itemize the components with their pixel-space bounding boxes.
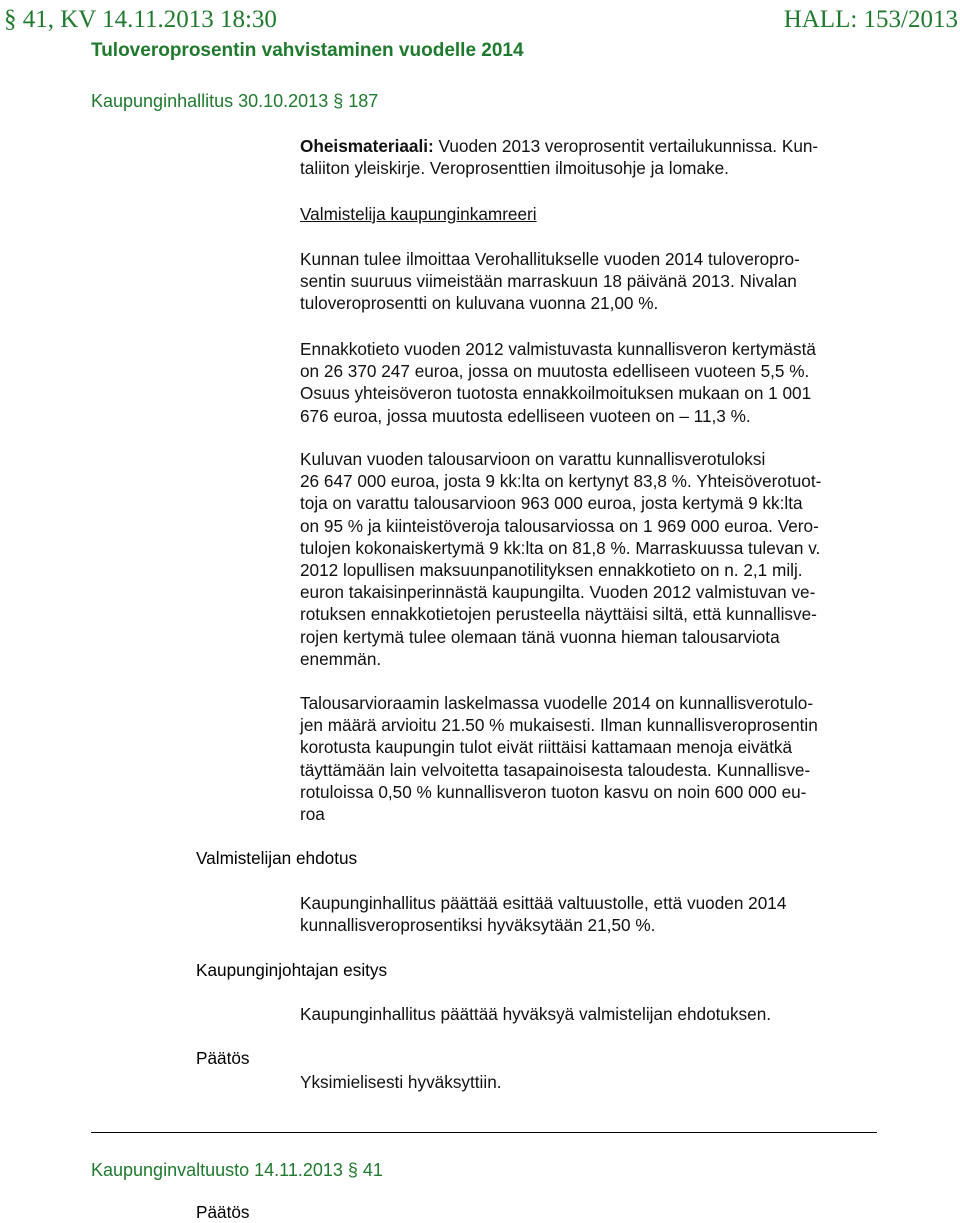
paragraph-3-line: rotuksen ennakkotietojen perusteella näyttäisi siltä, että kunnallisve- [300, 604, 817, 625]
council-meeting-reference: Kaupunginvaltuusto 14.11.2013 § 41 [91, 1160, 383, 1180]
header-document-number: HALL: 153/2013 [783, 6, 958, 33]
paragraph-2 [300, 338, 872, 427]
paragraph-1 [300, 248, 872, 315]
paragraph-3-line: 2012 lopullisen maksuunpanotilityksen ennakkotieto on n. 2,1 milj. [300, 560, 803, 581]
paragraph-4-line: korotusta kaupungin tulot eivät riittäisi kattamaan menoja eivätkä [300, 737, 793, 758]
attachments-line-2: taliiton yleiskirje. Veroprosenttien ilmoitusohje ja lomake. [300, 158, 729, 179]
paragraph-3-line: Kuluvan vuoden talousarvioon on varattu kunnallisverotuloksi [300, 449, 766, 469]
decision-label: Päätös [196, 1048, 250, 1068]
paragraph-3-line: rojen kertymä tulee olemaan tänä vuonna hieman talousarviota [300, 626, 780, 647]
paragraph-2-line: on 26 370 247 euroa, jossa on muutosta edelliseen vuoteen 5,5 %. [300, 361, 810, 382]
attachments-text-1: Vuoden 2013 veroprosentit vertailukunnissa. Kun- [433, 136, 819, 156]
paragraph-1-line: tuloveroprosentti on kuluvana vuonna 21,00 %. [300, 293, 659, 314]
proposal-text [300, 892, 872, 936]
council-decision-label: Päätös [196, 1202, 250, 1222]
paragraph-2-line: Osuus yhteisöveron tuotosta ennakkoilmoituksen mukaan on 1 001 [300, 383, 812, 404]
proposal-label: Valmistelijan ehdotus [196, 848, 358, 868]
paragraph-3-line: enemmän. [300, 648, 382, 669]
paragraph-4-line: Talousarvioraamin laskelmassa vuodelle 2014 on kunnallisverotulo- [300, 693, 814, 713]
paragraph-3-line: euron takaisinperinnästä kaupungilta. Vuoden 2012 valmistuvan ve- [300, 582, 816, 603]
decision-text [300, 1071, 872, 1093]
paragraph-4-line: täyttämään lain velvoitetta tasapainoisesta taloudesta. Kunnallisve- [300, 759, 811, 780]
manager-proposal-text [300, 1003, 872, 1025]
manager-proposal-label: Kaupunginjohtajan esitys [196, 960, 388, 980]
paragraph-3-line: on 95 % ja kiinteistöveroja talousarviossa on 1 969 000 euroa. Vero- [300, 515, 819, 536]
paragraph-2-line: Ennakkotieto vuoden 2012 valmistuvasta kunnallisveron kertymästä [300, 339, 816, 359]
attachments-block [300, 135, 872, 179]
paragraph-3-line: 26 647 000 euroa, josta 9 kk:lta on kertynyt 83,8 %. Yhteisöverotuot- [300, 471, 822, 492]
paragraph-3-line: toja on varattu talousarvioon 963 000 euroa, josta kertymä 9 kk:lta [300, 493, 803, 514]
proposal-line: kunnallisveroprosentiksi hyväksytään 21,50 %. [300, 915, 656, 936]
board-meeting-reference: Kaupunginhallitus 30.10.2013 § 187 [91, 91, 379, 111]
preparer-link[interactable]: Valmistelija kaupunginkamreeri [300, 204, 537, 224]
proposal-line: Kaupunginhallitus päättää esittää valtuustolle, että vuoden 2014 [300, 893, 787, 913]
paragraph-4-line: roa [300, 804, 325, 825]
document-title: Tuloveroprosentin vahvistaminen vuodelle 2014 [91, 40, 524, 61]
paragraph-1-line: Kunnan tulee ilmoittaa Verohallitukselle vuoden 2014 tuloveropro- [300, 249, 800, 269]
paragraph-1-line: sentin suuruus viimeistään marraskuun 18 päivänä 2013. Nivalan [300, 271, 797, 292]
paragraph-4 [300, 692, 872, 825]
attachments-line-1 [300, 135, 872, 157]
paragraph-3-line: tulojen kokonaiskertymä 9 kk:lta on 81,8 %. Marraskuussa tulevan v. [300, 537, 821, 558]
paragraph-4-line: rotuloissa 0,50 % kunnallisveron tuoton kasvu on noin 600 000 eu- [300, 781, 807, 802]
paragraph-2-line: 676 euroa, jossa muutosta edelliseen vuoteen on – 11,3 %. [300, 405, 751, 426]
paragraph-4-line: jen määrä arvioitu 21.50 % mukaisesti. Ilman kunnallisveroprosentin [300, 715, 818, 736]
manager-proposal-line: Kaupunginhallitus päättää hyväksyä valmistelijan ehdotuksen. [300, 1004, 772, 1024]
paragraph-3 [300, 448, 872, 670]
decision-line: Yksimielisesti hyväksyttiin. [300, 1072, 502, 1092]
attachments-label: Oheismateriaali: [300, 136, 434, 156]
preparer-block [300, 203, 872, 225]
section-divider [91, 1132, 877, 1133]
header-meeting-reference: § 41, KV 14.11.2013 18:30 [4, 6, 277, 33]
